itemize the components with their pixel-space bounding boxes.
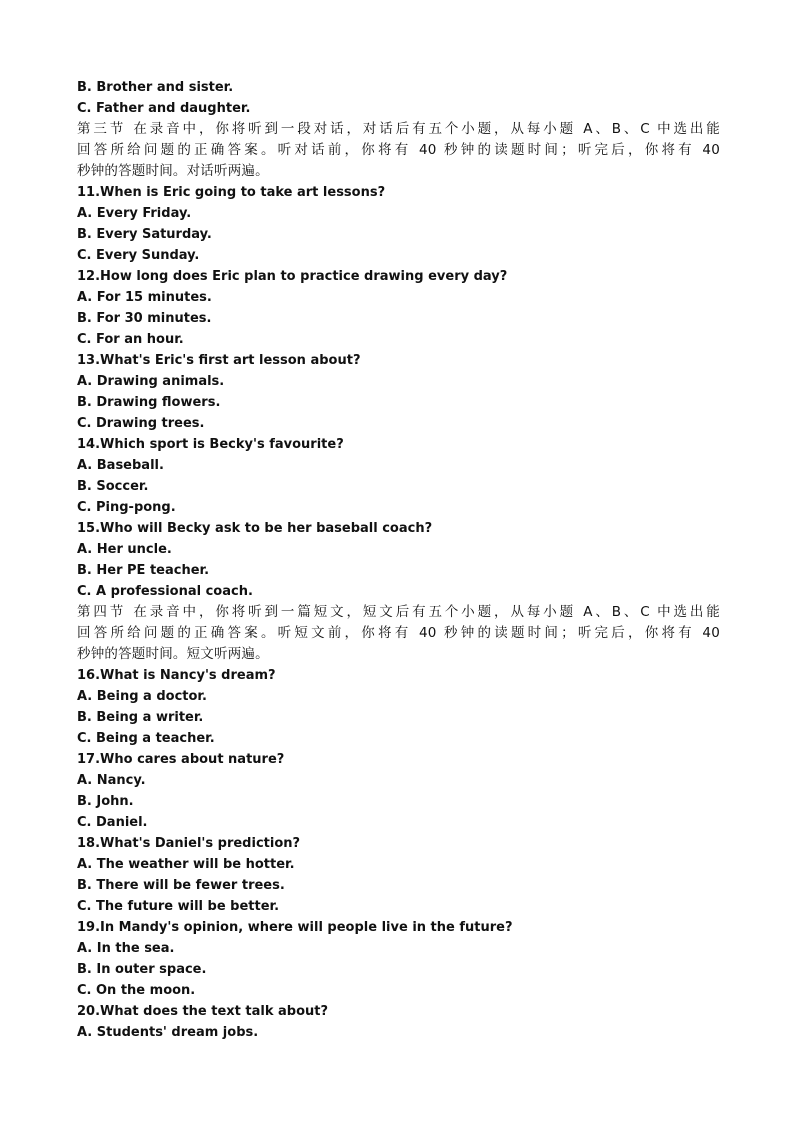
option-line: B. For 30 minutes. (77, 311, 212, 326)
option-line: B. Drawing flowers. (77, 395, 221, 410)
question-11: 11.When is Eric going to take art lessons? (77, 185, 386, 200)
option-line: B. There will be fewer trees. (77, 878, 285, 893)
question-12: 12.How long does Eric plan to practice drawing every day? (77, 269, 508, 284)
question-group-16-20 (77, 665, 720, 1043)
question-16: 16.What is Nancy's dream? (77, 668, 276, 683)
instruction-line: 回答所给问题的正确答案。听对话前，你将有 40 秒钟的读题时间；听完后，你将有 40 (77, 142, 720, 158)
option-line: C. Father and daughter. (77, 101, 251, 116)
option-line: A. Nancy. (77, 773, 146, 788)
instruction-line: 秒钟的答题时间。对话听两遍。 (77, 163, 269, 179)
question-group-11-15 (77, 182, 720, 602)
question-13: 13.What's Eric's first art lesson about? (77, 353, 361, 368)
option-line: A. Her uncle. (77, 542, 172, 557)
option-line: C. Every Sunday. (77, 248, 200, 263)
option-line: C. Drawing trees. (77, 416, 205, 431)
question-19: 19.In Mandy's opinion, where will people live in the future? (77, 920, 513, 935)
option-line: A. Every Friday. (77, 206, 192, 221)
instruction-line: 回答所给问题的正确答案。听短文前，你将有 40 秒钟的读题时间；听完后，你将有 40 (77, 625, 720, 641)
question-15: 15.Who will Becky ask to be her baseball coach? (77, 521, 433, 536)
option-line: B. In outer space. (77, 962, 207, 977)
question-14: 14.Which sport is Becky's favourite? (77, 437, 344, 452)
question-18: 18.What's Daniel's prediction? (77, 836, 301, 851)
instruction-line: 第四节 在录音中，你将听到一篇短文，短文后有五个小题，从每小题 A、B、C 中选出能 (77, 604, 720, 620)
document-page (77, 77, 720, 1043)
option-line: A. Being a doctor. (77, 689, 207, 704)
instruction-line: 秒钟的答题时间。短文听两遍。 (77, 646, 269, 662)
option-line: C. On the moon. (77, 983, 196, 998)
option-line: B. Being a writer. (77, 710, 204, 725)
instruction-line: 第三节 在录音中，你将听到一段对话，对话后有五个小题，从每小题 A、B、C 中选出能 (77, 121, 720, 137)
option-line: B. Her PE teacher. (77, 563, 210, 578)
option-line: A. For 15 minutes. (77, 290, 212, 305)
option-line: A. In the sea. (77, 941, 175, 956)
option-line: C. Being a teacher. (77, 731, 215, 746)
question-20: 20.What does the text talk about? (77, 1004, 329, 1019)
option-line: C. For an hour. (77, 332, 184, 347)
option-line: A. Drawing animals. (77, 374, 225, 389)
section-3-instructions (77, 119, 720, 182)
question-17: 17.Who cares about nature? (77, 752, 285, 767)
option-line: C. The future will be better. (77, 899, 280, 914)
option-line: C. A professional coach. (77, 584, 253, 599)
option-line: C. Ping-pong. (77, 500, 176, 515)
option-line: B. Brother and sister. (77, 80, 234, 95)
option-line: B. John. (77, 794, 134, 809)
option-line: A. Students' dream jobs. (77, 1025, 259, 1040)
section-4-instructions (77, 602, 720, 665)
option-line: B. Every Saturday. (77, 227, 212, 242)
option-line: B. Soccer. (77, 479, 149, 494)
option-line: C. Daniel. (77, 815, 148, 830)
option-line: A. The weather will be hotter. (77, 857, 295, 872)
option-line: A. Baseball. (77, 458, 164, 473)
